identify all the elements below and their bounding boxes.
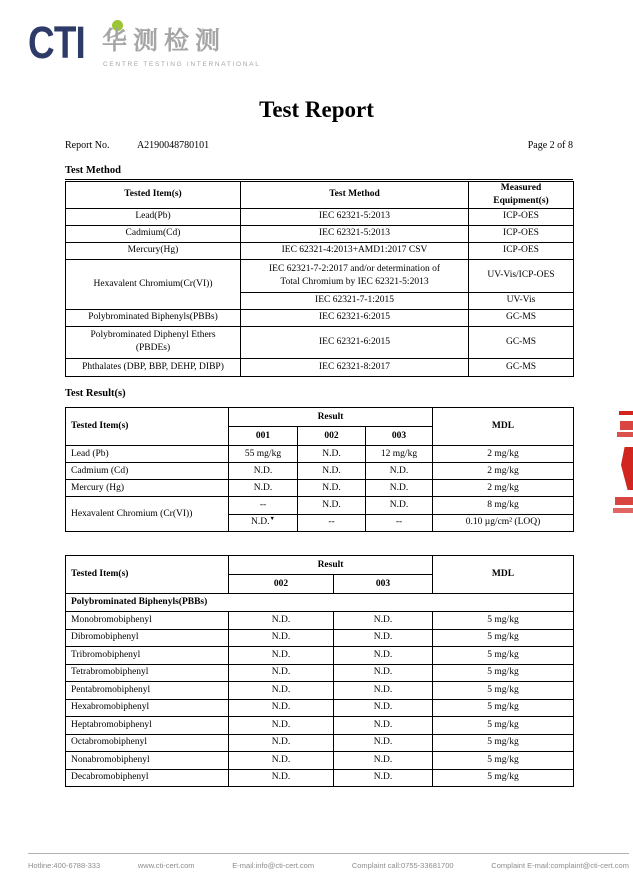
result-002: N.D. <box>229 629 334 647</box>
table-row <box>66 769 574 787</box>
test-results-heading: Test Result(s) <box>65 388 126 399</box>
test-method: IEC 62321-7-1:2015 <box>241 292 469 309</box>
tested-item: Hexavalent Chromium (Cr(VI)) <box>66 497 229 532</box>
test-method: IEC 62321-6:2015 <box>241 326 469 358</box>
equipment: ICP-OES <box>469 242 574 259</box>
result-003: N.D. <box>334 769 433 787</box>
result-002: -- <box>298 514 366 532</box>
mdl-value: 5 mg/kg <box>433 752 574 770</box>
mdl-value: 2 mg/kg <box>433 480 574 497</box>
table-header-row <box>66 556 574 575</box>
result-003: N.D. <box>366 463 433 480</box>
mdl-value: 8 mg/kg <box>433 497 574 515</box>
result-003: N.D. <box>334 734 433 752</box>
mdl-value: 5 mg/kg <box>433 769 574 787</box>
tested-item: Tribromobiphenyl <box>66 647 229 665</box>
test-method-table <box>65 181 574 377</box>
result-002: N.D. <box>298 463 366 480</box>
table-row <box>66 446 574 463</box>
tested-item-line2: (PBDEs) <box>135 343 171 354</box>
result-001: 55 mg/kg <box>229 446 298 463</box>
table-row <box>66 664 574 682</box>
table-row <box>66 242 574 259</box>
equipment: GC-MS <box>469 309 574 326</box>
col-result: Result <box>229 556 433 575</box>
table-row <box>66 612 574 630</box>
result-003: N.D. <box>334 664 433 682</box>
result-002: N.D. <box>229 664 334 682</box>
tested-item-line1: Polybrominated Diphenyl Ethers <box>90 330 216 341</box>
tested-item: Lead (Pb) <box>66 446 229 463</box>
test-method-line2: Total Chromium by IEC 62321-5:2013 <box>280 276 429 287</box>
result-002: N.D. <box>298 480 366 497</box>
page-footer <box>28 853 629 870</box>
result-003: N.D. <box>334 682 433 700</box>
result-002: N.D. <box>229 769 334 787</box>
stamp-ribbon-fragment <box>621 447 633 490</box>
table-row <box>66 225 574 242</box>
col-tested-items: Tested Item(s) <box>66 182 241 209</box>
equipment: UV-Vis <box>469 292 574 309</box>
mdl-value: 5 mg/kg <box>433 699 574 717</box>
tested-item: Tetrabromobiphenyl <box>66 664 229 682</box>
footer-hotline: Hotline:400-6788-333 <box>28 861 101 870</box>
table-row <box>66 358 574 376</box>
equipment: ICP-OES <box>469 208 574 225</box>
sample-id-002: 002 <box>229 575 334 594</box>
equipment: GC-MS <box>469 358 574 376</box>
table-row <box>66 647 574 665</box>
test-method-line1: IEC 62321-7-2:2017 and/or determination of <box>269 263 440 274</box>
tested-item: Polybrominated Biphenyls(PBBs) <box>66 309 241 326</box>
tested-item: Dibromobiphenyl <box>66 629 229 647</box>
result-002: N.D. <box>229 752 334 770</box>
col-result: Result <box>229 408 433 427</box>
cti-wordmark: CTI <box>28 17 85 68</box>
result-003: 12 mg/kg <box>366 446 433 463</box>
tested-item: Mercury(Hg) <box>66 242 241 259</box>
result-002: N.D. <box>229 717 334 735</box>
mdl-value: 0.10 µg/cm² (LOQ) <box>433 514 574 532</box>
test-method <box>241 259 469 292</box>
col-tested-items: Tested Item(s) <box>66 408 229 446</box>
footer-email[interactable]: E-mail:info@cti-cert.com <box>232 861 315 870</box>
equipment: GC-MS <box>469 326 574 358</box>
table-row <box>66 326 574 358</box>
col-test-method: Test Method <box>241 182 469 209</box>
result-002: N.D. <box>298 446 366 463</box>
tested-item <box>66 326 241 358</box>
stamp-bar-fragment <box>619 411 633 415</box>
page-number: Page 2 of 8 <box>527 140 573 151</box>
equipment: UV-Vis/ICP-OES <box>469 259 574 292</box>
mdl-value: 5 mg/kg <box>433 647 574 665</box>
result-value: N.D. <box>251 517 270 528</box>
table-row <box>66 752 574 770</box>
section-header-row <box>66 594 574 612</box>
mdl-value: 5 mg/kg <box>433 682 574 700</box>
result-003: N.D. <box>334 647 433 665</box>
page-title: Test Report <box>259 97 374 122</box>
test-method: IEC 62321-5:2013 <box>241 225 469 242</box>
result-003: N.D. <box>334 717 433 735</box>
result-003: N.D. <box>334 629 433 647</box>
table-row <box>66 208 574 225</box>
mdl-value: 2 mg/kg <box>433 446 574 463</box>
result-001: -- <box>229 497 298 515</box>
tested-item: Hexabromobiphenyl <box>66 699 229 717</box>
result-003: N.D. <box>366 480 433 497</box>
test-results-table-2 <box>65 555 574 787</box>
stamp-text-fragment <box>613 508 633 513</box>
table-header-row <box>66 408 574 427</box>
mdl-value: 2 mg/kg <box>433 463 574 480</box>
col-mdl: MDL <box>433 408 574 446</box>
tested-item: Pentabromobiphenyl <box>66 682 229 700</box>
result-001: N.D. <box>229 463 298 480</box>
test-results-table-1 <box>65 407 574 532</box>
table-row <box>66 480 574 497</box>
tested-item: Cadmium (Cd) <box>66 463 229 480</box>
footer-website[interactable]: www.cti-cert.com <box>137 861 195 870</box>
test-method: IEC 62321-4:2013+AMD1:2017 CSV <box>241 242 469 259</box>
table-header-row <box>66 182 574 209</box>
table-row <box>66 497 574 515</box>
table-row <box>66 259 574 292</box>
mdl-value: 5 mg/kg <box>433 717 574 735</box>
table-row <box>66 699 574 717</box>
result-002: N.D. <box>298 497 366 515</box>
table-row <box>66 309 574 326</box>
tested-item: Hexavalent Chromium(Cr(VI)) <box>66 259 241 309</box>
footnote-marker-icon: ▼ <box>269 516 275 523</box>
sample-id-003: 003 <box>334 575 433 594</box>
result-003: N.D. <box>366 497 433 515</box>
logo-tagline: CENTRE TESTING INTERNATIONAL <box>103 61 261 68</box>
test-method-heading: Test Method <box>65 165 573 180</box>
table-row <box>66 682 574 700</box>
result-002: N.D. <box>229 647 334 665</box>
tested-item: Phthalates (DBP, BBP, DEHP, DIBP) <box>66 358 241 376</box>
table-row <box>66 629 574 647</box>
tested-item: Cadmium(Cd) <box>66 225 241 242</box>
sample-id-002: 002 <box>298 427 366 446</box>
stamp-text-fragment <box>620 421 633 430</box>
logo-chinese-name: 华测检测 <box>102 28 227 55</box>
test-method: IEC 62321-6:2015 <box>241 309 469 326</box>
test-method: IEC 62321-5:2013 <box>241 208 469 225</box>
tested-item: Octabromobiphenyl <box>66 734 229 752</box>
footer-complaint-email[interactable]: Complaint E-mail:complaint@cti-cert.com <box>491 861 629 870</box>
pbbs-section-header: Polybrominated Biphenyls(PBBs) <box>66 594 574 612</box>
sample-id-003: 003 <box>366 427 433 446</box>
tested-item: Nonabromobiphenyl <box>66 752 229 770</box>
report-meta-row <box>65 140 573 151</box>
test-method: IEC 62321-8:2017 <box>241 358 469 376</box>
result-003: N.D. <box>334 612 433 630</box>
stamp-text-fragment <box>615 497 633 505</box>
tested-item: Decabromobiphenyl <box>66 769 229 787</box>
mdl-value: 5 mg/kg <box>433 664 574 682</box>
footer-complaint-call: Complaint call:0755-33681700 <box>351 861 454 870</box>
col-mdl: MDL <box>433 556 574 594</box>
result-002: N.D. <box>229 612 334 630</box>
result-003: -- <box>366 514 433 532</box>
result-003: N.D. <box>334 699 433 717</box>
table-row <box>66 463 574 480</box>
col-tested-items: Tested Item(s) <box>66 556 229 594</box>
mdl-value: 5 mg/kg <box>433 612 574 630</box>
result-001 <box>229 514 298 532</box>
sample-id-001: 001 <box>229 427 298 446</box>
equipment: ICP-OES <box>469 225 574 242</box>
report-no-label: Report No. <box>65 140 110 151</box>
result-002: N.D. <box>229 682 334 700</box>
result-003: N.D. <box>334 752 433 770</box>
stamp-text-fragment <box>617 432 633 437</box>
tested-item: Mercury (Hg) <box>66 480 229 497</box>
report-no-value: A2190048780101 <box>136 140 210 151</box>
mdl-value: 5 mg/kg <box>433 734 574 752</box>
table-row <box>66 717 574 735</box>
col-measured-equipment: Measured Equipment(s) <box>469 182 574 209</box>
tested-item: Lead(Pb) <box>66 208 241 225</box>
table-row <box>66 734 574 752</box>
tested-item: Monobromobiphenyl <box>66 612 229 630</box>
result-002: N.D. <box>229 734 334 752</box>
tested-item: Heptabromobiphenyl <box>66 717 229 735</box>
result-001: N.D. <box>229 480 298 497</box>
result-002: N.D. <box>229 699 334 717</box>
mdl-value: 5 mg/kg <box>433 629 574 647</box>
